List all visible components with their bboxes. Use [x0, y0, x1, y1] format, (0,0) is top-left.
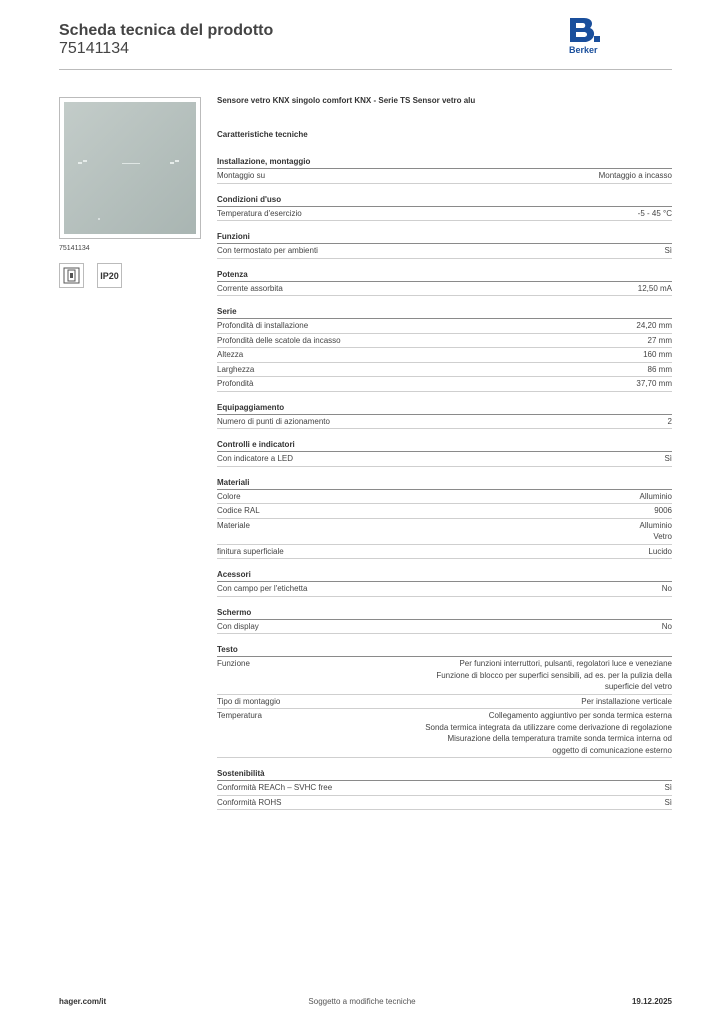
spec-value — [654, 505, 672, 517]
spec-label: Tipo di montaggio — [217, 696, 281, 706]
spec-label: Profondità — [217, 379, 254, 388]
footer-note: Soggetto a modifiche tecniche — [308, 997, 416, 1006]
spec-value — [599, 170, 672, 182]
ip20-badge — [97, 263, 122, 288]
spec-value — [640, 491, 672, 503]
thumbnail-code: 75141134 — [59, 245, 90, 252]
spec-group — [217, 643, 672, 758]
spec-row — [217, 796, 672, 811]
touch-mark-left-icon — [83, 160, 87, 162]
spec-value-line: Collegamento aggiuntivo per sonda termica esterna — [488, 711, 672, 720]
spec-row — [217, 244, 672, 259]
product-name: Sensore vetro KNX singolo comfort KNX - Serie TS Sensor vetro alu — [217, 96, 476, 105]
spec-value-line: Per funzioni interruttori, pulsanti, regolatori luce e veneziane — [459, 659, 672, 668]
spec-value-line: 12,50 mA — [637, 283, 672, 293]
spec-value — [664, 453, 672, 465]
ip-rating: IP20 — [100, 270, 119, 281]
spec-label: Funzione — [217, 659, 250, 668]
spec-value — [640, 520, 672, 543]
spec-value-line: No — [661, 621, 672, 631]
spec-value — [425, 710, 672, 756]
spec-label: Profondità di installazione — [217, 321, 309, 330]
spec-row — [217, 415, 672, 430]
spec-value-line: 24,20 mm — [636, 321, 672, 330]
spec-row — [217, 582, 672, 597]
spec-group-title: Materiali — [217, 476, 672, 490]
spec-value-line: Sonda termica integrata da utilizzare come derivazione di regolazione — [425, 722, 672, 732]
footer-date: 19.12.2025 — [631, 997, 672, 1006]
spec-group — [217, 606, 672, 635]
spec-group — [217, 268, 672, 297]
spec-group-title: Serie — [217, 305, 672, 319]
spec-value — [664, 782, 672, 794]
spec-value — [638, 283, 672, 295]
spec-label: Con campo per l'etichetta — [217, 584, 308, 593]
spec-group — [217, 767, 672, 810]
spec-group — [217, 155, 672, 184]
spec-row — [217, 363, 672, 378]
spec-label: finitura superficiale — [217, 546, 284, 556]
spec-label: Larghezza — [217, 364, 255, 374]
spec-value — [662, 621, 672, 633]
spec-value-line: 9006 — [654, 506, 672, 515]
spec-value-line: 27 mm — [647, 335, 672, 345]
spec-row — [217, 319, 672, 334]
spec-value — [581, 696, 672, 708]
spec-row — [217, 377, 672, 392]
label-field — [122, 163, 140, 164]
spec-value-line: Lucido — [648, 546, 672, 556]
spec-label: Conformità ROHS — [217, 797, 282, 807]
spec-row — [217, 620, 672, 635]
spec-row — [217, 348, 672, 363]
spec-value-line: Misurazione della temperatura tramite sonda termica interna od — [447, 734, 672, 743]
spec-value-line: Sì — [664, 797, 672, 807]
page-title: Scheda tecnica del prodotto — [59, 22, 274, 39]
spec-group-title: Acessori — [217, 568, 672, 582]
product-code: 75141134 — [59, 40, 129, 57]
spec-value — [662, 583, 672, 595]
spec-label: Con termostato per ambienti — [217, 246, 318, 255]
spec-value-line: No — [661, 584, 672, 593]
spec-group-title: Equipaggiamento — [217, 401, 672, 415]
spec-value-line: Montaggio a incasso — [598, 171, 672, 180]
spec-group-title: Condizioni d'uso — [217, 193, 672, 207]
spec-row — [217, 334, 672, 349]
spec-value-line: 37,70 mm — [636, 379, 672, 388]
spec-value — [664, 797, 672, 809]
spec-value — [664, 245, 672, 257]
spec-value — [648, 546, 672, 558]
spec-value-line: Sì — [664, 454, 672, 463]
spec-label: Con indicatore a LED — [217, 454, 294, 463]
spec-row — [217, 504, 672, 519]
spec-row — [217, 519, 672, 545]
spec-label: Temperatura — [217, 711, 262, 720]
spec-row — [217, 695, 672, 710]
spec-row — [217, 452, 672, 467]
spec-value-line: Sì — [664, 783, 672, 792]
spec-value-line: Alluminio — [639, 491, 672, 501]
spec-group — [217, 305, 672, 392]
spec-label: Corrente assorbita — [217, 283, 283, 293]
spec-value — [436, 658, 672, 693]
spec-group-title: Schermo — [217, 606, 672, 620]
spec-value — [638, 208, 672, 220]
footer-website[interactable]: hager.com/it — [59, 997, 107, 1006]
spec-value — [648, 335, 672, 347]
spec-label: Profondità delle scatole da incasso — [217, 335, 341, 345]
spec-group — [217, 438, 672, 467]
spec-label: Numero di punti di azionamento — [217, 416, 330, 426]
spec-label: Temperatura d'esercizio — [217, 208, 302, 218]
spec-value-line: superficie del vetro — [604, 682, 672, 691]
spec-value-line: oggetto di comunicazione esterno — [552, 745, 672, 755]
spec-value-line: Per installazione verticale — [581, 696, 672, 706]
spec-row — [217, 282, 672, 297]
header-divider — [59, 69, 672, 70]
spec-label: Codice RAL — [217, 506, 260, 515]
spec-value-line: Vetro — [653, 532, 672, 541]
spec-group-title: Testo — [217, 643, 672, 657]
spec-label: Materiale — [217, 520, 250, 530]
spec-table — [217, 155, 672, 819]
spec-row — [217, 657, 672, 695]
led-indicator-icon — [98, 218, 100, 220]
spec-value-line: 86 mm — [647, 364, 672, 374]
spec-value — [648, 364, 672, 376]
touch-mark-left-icon — [78, 162, 82, 164]
spec-value-line: -5 - 45 °C — [637, 208, 672, 218]
spec-row — [217, 207, 672, 222]
spec-value — [668, 416, 672, 428]
spec-label: Con display — [217, 621, 259, 631]
spec-value-line: 160 mm — [643, 350, 672, 359]
brand-name: Berker — [569, 45, 598, 55]
spec-heading: Caratteristiche tecniche — [217, 130, 308, 139]
spec-group-title: Controlli e indicatori — [217, 438, 672, 452]
spec-row — [217, 490, 672, 505]
product-image — [59, 97, 201, 239]
spec-group — [217, 193, 672, 222]
flush-mount-icon — [59, 263, 84, 288]
spec-row — [217, 781, 672, 796]
spec-label: Altezza — [217, 350, 244, 359]
spec-row — [217, 169, 672, 184]
spec-group-title: Installazione, montaggio — [217, 155, 672, 169]
spec-value-line: Sì — [664, 246, 672, 255]
spec-value — [643, 349, 672, 361]
spec-group — [217, 476, 672, 560]
spec-value-line: Alluminio — [639, 520, 672, 530]
spec-group — [217, 568, 672, 597]
spec-value-line: Funzione di blocco per superfici sensibili, ad es. per la pulizia della — [436, 670, 672, 680]
glass-sensor-picture — [64, 102, 196, 234]
spec-label: Colore — [217, 491, 241, 501]
spec-row — [217, 545, 672, 560]
spec-group-title: Sostenibilità — [217, 767, 672, 781]
spec-group — [217, 230, 672, 259]
spec-value — [636, 378, 672, 390]
spec-group-title: Funzioni — [217, 230, 672, 244]
touch-mark-right-icon — [170, 162, 174, 164]
spec-group — [217, 401, 672, 430]
spec-group-title: Potenza — [217, 268, 672, 282]
spec-row — [217, 709, 672, 758]
spec-value-line: 2 — [667, 416, 672, 426]
touch-mark-right-icon — [175, 160, 179, 162]
spec-value — [636, 320, 672, 332]
spec-label: Montaggio su — [217, 171, 266, 180]
spec-label: Conformità REACh – SVHC free — [217, 783, 333, 792]
